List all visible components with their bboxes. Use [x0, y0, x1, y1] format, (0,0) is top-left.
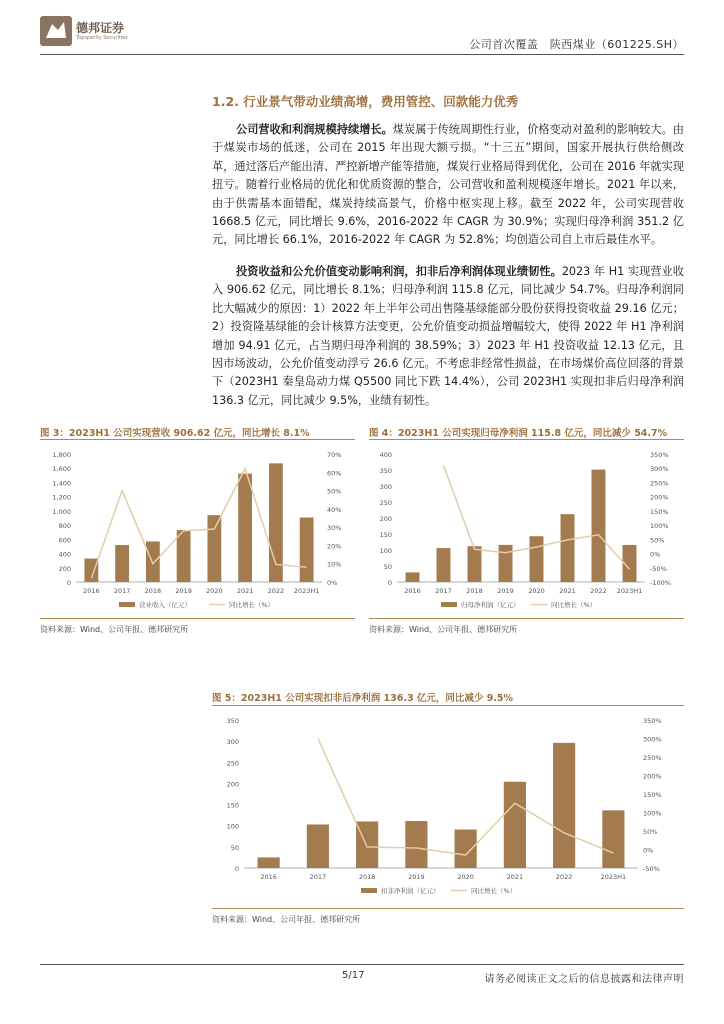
left-axis-tick-label: 50	[383, 563, 392, 571]
right-axis-tick-label: 300%	[650, 465, 669, 474]
bar-2017	[437, 548, 451, 582]
legend-bar-label: 归母净利润（亿元）	[461, 601, 520, 609]
legend-bar-label: 扣非净利润（亿元）	[381, 887, 440, 895]
bar-2016	[84, 559, 98, 582]
bar-2016	[258, 857, 280, 868]
x-axis-tick-label: 2021	[559, 587, 576, 595]
x-axis-tick-label: 2020	[457, 873, 474, 881]
bar-2020	[455, 830, 477, 868]
right-axis-tick-label: 0%	[650, 550, 661, 559]
x-axis-tick-label: 2016	[260, 873, 277, 881]
x-axis-tick-label: 2018	[358, 873, 376, 881]
bar-2020	[207, 515, 221, 582]
right-axis-tick-label: 100%	[643, 809, 662, 818]
right-axis-tick-label: 50%	[327, 487, 342, 496]
x-axis-tick-label: 2020	[206, 587, 223, 595]
figure-3-footer-rule	[40, 618, 355, 619]
x-axis-tick-label: 2022	[555, 873, 573, 881]
right-axis-tick-label: -50%	[650, 564, 667, 573]
bar-2021	[504, 782, 526, 868]
x-axis-tick-label: 2023H1	[600, 873, 627, 881]
x-axis-tick-label: 2022	[590, 587, 607, 595]
x-axis-tick-label: 2016	[83, 587, 100, 595]
header-rule	[40, 54, 684, 55]
bar-2017	[115, 545, 129, 582]
left-axis-tick-label: 800	[58, 522, 71, 531]
right-axis-tick-label: 150%	[650, 507, 669, 516]
left-axis-tick-label: 1,000	[52, 507, 71, 516]
left-axis-tick-label: 250	[379, 499, 392, 507]
bar-2022	[553, 743, 575, 868]
bar-2022	[592, 470, 606, 582]
left-axis-tick-label: 1,200	[52, 493, 71, 502]
right-axis-tick-label: 70%	[327, 451, 342, 459]
left-axis-tick-label: 1,800	[52, 451, 71, 459]
bar-2021	[238, 474, 252, 582]
bar-2021	[561, 514, 575, 582]
left-axis-tick-label: 350	[226, 717, 239, 725]
logo-icon	[40, 16, 72, 46]
right-axis-tick-label: 150%	[643, 791, 662, 799]
left-axis-tick-label: 250	[226, 759, 239, 768]
left-axis-tick-label: 200	[58, 564, 71, 573]
x-axis-tick-label: 2019	[175, 587, 192, 595]
figure-4-rule	[369, 439, 684, 440]
legend-bar-swatch	[119, 602, 135, 607]
bar-2018	[146, 541, 160, 582]
x-axis-tick-label: 2018	[466, 587, 483, 595]
right-axis-tick-label: -100%	[650, 579, 671, 587]
legend-bar-swatch	[441, 602, 457, 607]
legend-line-label: 同比增长（%）	[229, 601, 275, 609]
x-axis-tick-label: 2019	[497, 587, 514, 595]
legend-line-label: 同比增长（%）	[551, 601, 597, 609]
paragraph-body: 煤炭属于传统周期性行业，价格变动对盈利的影响较大。由于煤炭市场的低迷，公司在 2015 年出现大额亏损。“十三五”期间，国家开展执行供给侧改革，通过落后产能出清、严控新增产能等措施，煤炭行业格局得到优化，公司在 2016 年就实现扭亏。随着行业格局的优化和优质资源的整合，公司营收和盈利规模逐年增长。2021 年以来，由于供需基本面错配，煤炭持续高景气，价格中枢实现上移。截至 2022 年，公司实现营收 1668.5 亿元，同比增长 9.6%，2016-2022 年 CAGR 为 30.9%；实现归母净利润 351.2 亿元，同比增长 66.1%，2016-2022 年 CAGR 为 52.8%；均创造公司自上市后最佳水平。	[212, 123, 684, 247]
legend-line-label: 同比增长（%）	[471, 887, 517, 895]
left-axis-tick-label: 200	[379, 515, 392, 523]
paragraph-lead: 投资收益和公允价值变动影响利润，扣非后净利润体现业绩韧性。	[236, 265, 562, 278]
left-axis-tick-label: 0	[234, 865, 239, 873]
figure-5-source: 资料来源：Wind、公司年报、德邦研究所	[212, 915, 361, 924]
left-axis-tick-label: 1,600	[52, 465, 71, 474]
left-axis-tick-label: 600	[58, 536, 71, 545]
company-logo	[40, 16, 160, 46]
right-axis-tick-label: 0%	[327, 579, 338, 587]
right-axis-tick-label: -50%	[643, 865, 660, 873]
figure-5-footer-rule	[212, 908, 684, 909]
left-axis-tick-label: 1,400	[52, 479, 71, 488]
left-axis-tick-label: 350	[379, 467, 392, 475]
bar-2023H1	[300, 518, 314, 582]
x-axis-tick-label: 2023H1	[616, 587, 643, 595]
legend-bar-swatch	[361, 888, 377, 893]
x-axis-tick-label: 2017	[435, 587, 452, 595]
figure-4-source: 资料来源：Wind、公司年报、德邦研究所	[369, 625, 518, 634]
left-axis-tick-label: 0	[387, 579, 392, 587]
bar-2023H1	[602, 810, 624, 868]
paragraph-lead: 公司营收和利润规模持续增长。	[236, 123, 393, 136]
x-axis-tick-label: 2023H1	[293, 587, 320, 595]
figure-5-title: 图 5：2023H1 公司实现扣非后净利润 136.3 亿元，同比减少 9.5%	[212, 693, 514, 704]
x-axis-tick-label: 2016	[404, 587, 421, 595]
x-axis-tick-label: 2017	[113, 587, 131, 595]
right-axis-tick-label: 60%	[327, 469, 342, 478]
figure-3-rule	[40, 439, 355, 440]
right-axis-tick-label: 0%	[643, 846, 654, 855]
figure-4-footer-rule	[369, 618, 684, 619]
logo-english-name: Topsperity Securities	[76, 35, 128, 41]
paragraph-revenue-growth	[212, 121, 684, 250]
figure-4-chart	[369, 444, 684, 616]
right-axis-tick-label: 30%	[327, 524, 342, 533]
x-axis-tick-label: 2018	[144, 587, 162, 595]
left-axis-tick-label: 200	[226, 780, 239, 789]
x-axis-tick-label: 2021	[236, 587, 254, 595]
bar-2020	[530, 536, 544, 582]
left-axis-tick-label: 100	[379, 547, 392, 555]
x-axis-tick-label: 2017	[309, 873, 327, 881]
left-axis-tick-label: 300	[226, 738, 239, 747]
x-axis-tick-label: 2021	[506, 873, 524, 881]
paragraph-body: 2023 年 H1 实现营业收入 906.62 亿元，同比增长 8.1%；归母净利润 115.8 亿元，同比减少 54.7%。归母净利润同比大幅减少的原因：1）2022 年上半年公司出售隆基绿能部分股份获得投资收益 29.16 亿元；2）投资隆基绿能的会计核算方法变更，公允价值变动损益增幅较大，使得 2022 年 H1 净利润增加 94.91 亿元，占当期归母净利润的 38.59%；3）2023 年 H1 投资收益 12.13 亿元，且因市场波动，公允价值变动浮亏 26.6 亿元。不考虑非经常性损益，在市场煤价高位回落的背景下（2023H1 秦皇岛动力煤 Q5500 同比下跌 14.4%），公司 2023H1 实现扣非后归母净利润 136.3 亿元，同比减少 9.5%，业绩有韧性。	[212, 265, 684, 407]
left-axis-tick-label: 150	[379, 531, 392, 539]
right-axis-tick-label: 350%	[643, 717, 662, 725]
page-number: 5/17	[342, 970, 365, 981]
x-axis-tick-label: 2019	[408, 873, 425, 881]
right-axis-tick-label: 10%	[327, 560, 342, 569]
right-axis-tick-label: 100%	[650, 522, 669, 531]
right-axis-tick-label: 40%	[327, 505, 342, 514]
report-header: 公司首次覆盖 陕西煤业（601225.SH）	[469, 38, 684, 51]
right-axis-tick-label: 200%	[643, 772, 662, 781]
bar-2017	[307, 824, 329, 868]
paragraph-profit-impact	[212, 263, 684, 410]
right-axis-tick-label: 200%	[650, 493, 669, 502]
x-axis-tick-label: 2020	[528, 587, 545, 595]
figure-3-chart	[40, 444, 355, 616]
left-axis-tick-label: 0	[66, 579, 71, 587]
right-axis-tick-label: 50%	[650, 536, 665, 545]
section-title: 1.2. 行业景气带动业绩高增，费用管控、回款能力优秀	[212, 94, 519, 109]
left-axis-tick-label: 400	[379, 451, 392, 459]
figure-3-source: 资料来源：Wind、公司年报、德邦研究所	[40, 625, 189, 634]
right-axis-tick-label: 300%	[643, 735, 662, 744]
footer-rule	[40, 964, 684, 965]
bar-2019	[405, 821, 427, 868]
bar-2016	[406, 572, 420, 582]
figure-5-rule	[212, 705, 684, 706]
left-axis-tick-label: 50	[230, 843, 239, 852]
left-axis-tick-label: 300	[379, 483, 392, 491]
logo-name: 德邦证券	[76, 21, 125, 35]
footer-disclaimer: 请务必阅读正文之后的信息披露和法律声明	[484, 974, 684, 985]
bar-2018	[468, 546, 482, 582]
left-axis-tick-label: 400	[58, 550, 71, 559]
figure-5-chart	[212, 710, 684, 906]
legend-bar-label: 营业收入（亿元）	[139, 601, 191, 609]
left-axis-tick-label: 150	[226, 801, 239, 810]
right-axis-tick-label: 20%	[327, 542, 342, 551]
x-axis-tick-label: 2022	[267, 587, 285, 595]
figure-3-title: 图 3：2023H1 公司实现营收 906.62 亿元，同比增长 8.1%	[40, 428, 310, 439]
right-axis-tick-label: 250%	[650, 479, 669, 488]
right-axis-tick-label: 250%	[643, 754, 662, 762]
bar-2019	[177, 530, 191, 582]
figure-4-title: 图 4：2023H1 公司实现归母净利润 115.8 亿元，同比减少 54.7%	[369, 428, 668, 439]
right-axis-tick-label: 350%	[650, 451, 669, 459]
right-axis-tick-label: 50%	[643, 828, 658, 836]
left-axis-tick-label: 100	[226, 822, 239, 831]
bar-2019	[499, 545, 513, 582]
